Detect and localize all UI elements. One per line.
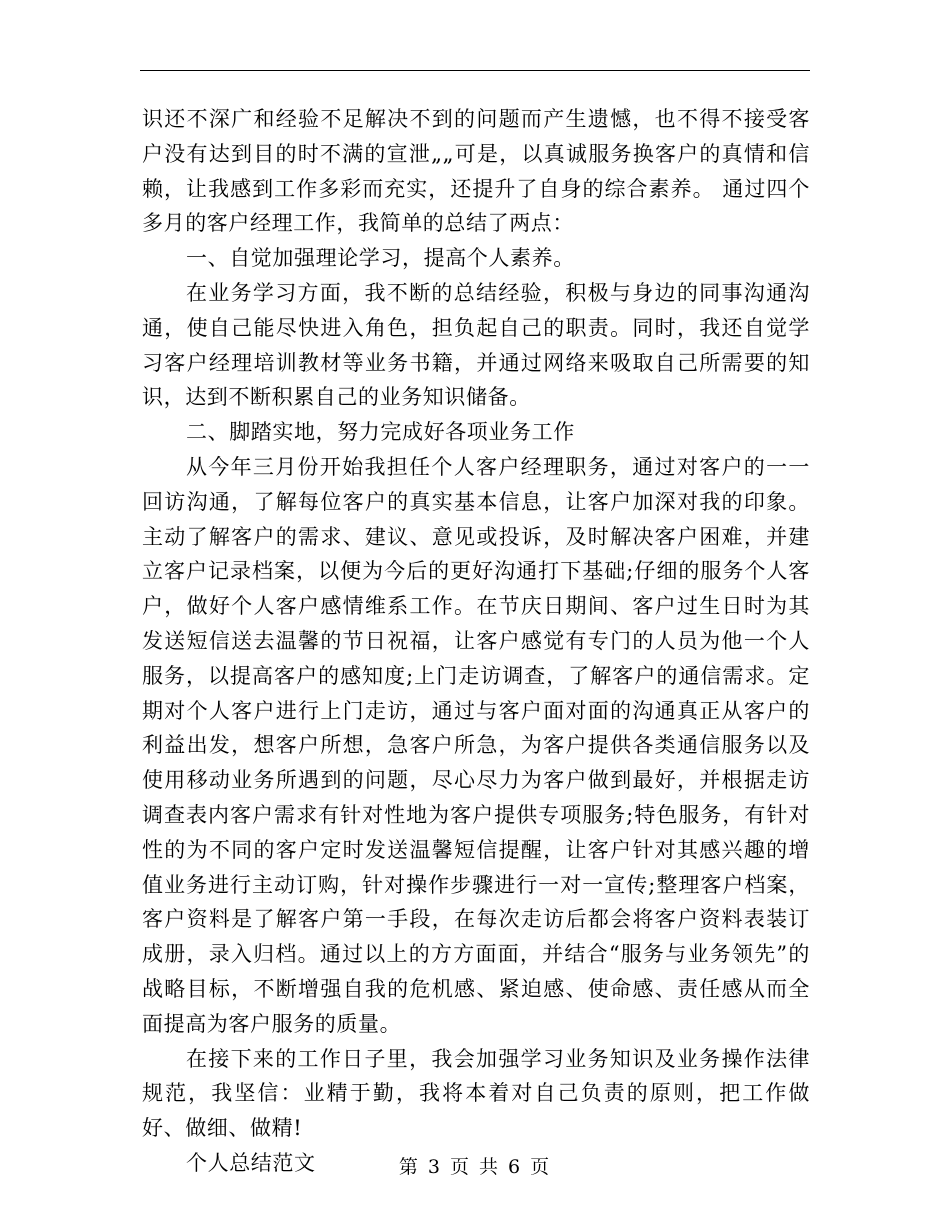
document-body xyxy=(142,102,810,1181)
section-heading-2: 二、脚踏实地，努力完成好各项业务工作 xyxy=(186,420,575,445)
paragraph-study: 在业务学习方面，我不断的总结经验，积极与身边的同事沟通沟通，使自己能尽快进入角色，担负起自己的职责。同时，我还自觉学习客户经理培训教材等业务书籍，并通过网络来吸取自己所需要的知识，达到不断积累自己的业务知识储备。 xyxy=(142,280,810,410)
paragraph-work: 从今年三月份开始我担任个人客户经理职务，通过对客户的一一回访沟通，了解每位客户的真实基本信息，让客户加深对我的印象。主动了解客户的需求、建议、意见或投诉，及时解决客户困难，并建立客户记录档案，以便为今后的更好沟通打下基础;仔细的服务个人客户，做好个人客户感情维系工作。在节庆日期间、客户过生日时为其发送短信送去温馨的节日祝福，让客户感觉有专门的人员为他一个人服务，以提高客户的感知度;上门走访调查，了解客户的通信需求。定期对个人客户进行上门走访，通过与客户面对面的沟通真正从客户的利益出发，想客户所想，急客户所急，为客户提供各类通信服务以及使用移动业务所遇到的问题，尽心尽力为客户做到最好，并根据走访调查表内客户需求有针对性地为客户提供专项服务;特色服务，有针对性的为不同的客户定时发送温馨短信提醒，让客户针对其感兴趣的增值业务进行主动订购，针对操作步骤进行一对一宣传;整理客户档案，客户资料是了解客户第一手段，在每次走访后都会将客户资料表装订成册，录入归档。通过以上的方方面面，并结合“服务与业务领先”的战略目标，不断增强自我的危机感、紧迫感、使命感、责任感从而全面提高为客户服务的质量。 xyxy=(142,454,810,1036)
next-article-title: 个人总结范文 xyxy=(186,1150,316,1175)
page-number: 第 3 页 共 6 页 xyxy=(398,1156,552,1178)
header-rule xyxy=(140,70,810,71)
paragraph-future: 在接下来的工作日子里，我会加强学习业务知识及业务操作法律规范，我坚信：业精于勤，我将本着对自己负责的原则，把工作做好、做细、做精! xyxy=(142,1046,810,1141)
section-heading-1: 一、自觉加强理论学习，提高个人素养。 xyxy=(186,246,575,271)
paragraph-continued: 识还不深广和经验不足解决不到的问题而产生遗憾，也不得不接受客户没有达到目的时不满的宣泄„„可是，以真诚服务换客户的真情和信赖，让我感到工作多彩而充实，还提升了自身的综合素养。 通过四个多月的客户经理工作，我简单的总结了两点： xyxy=(142,107,810,236)
